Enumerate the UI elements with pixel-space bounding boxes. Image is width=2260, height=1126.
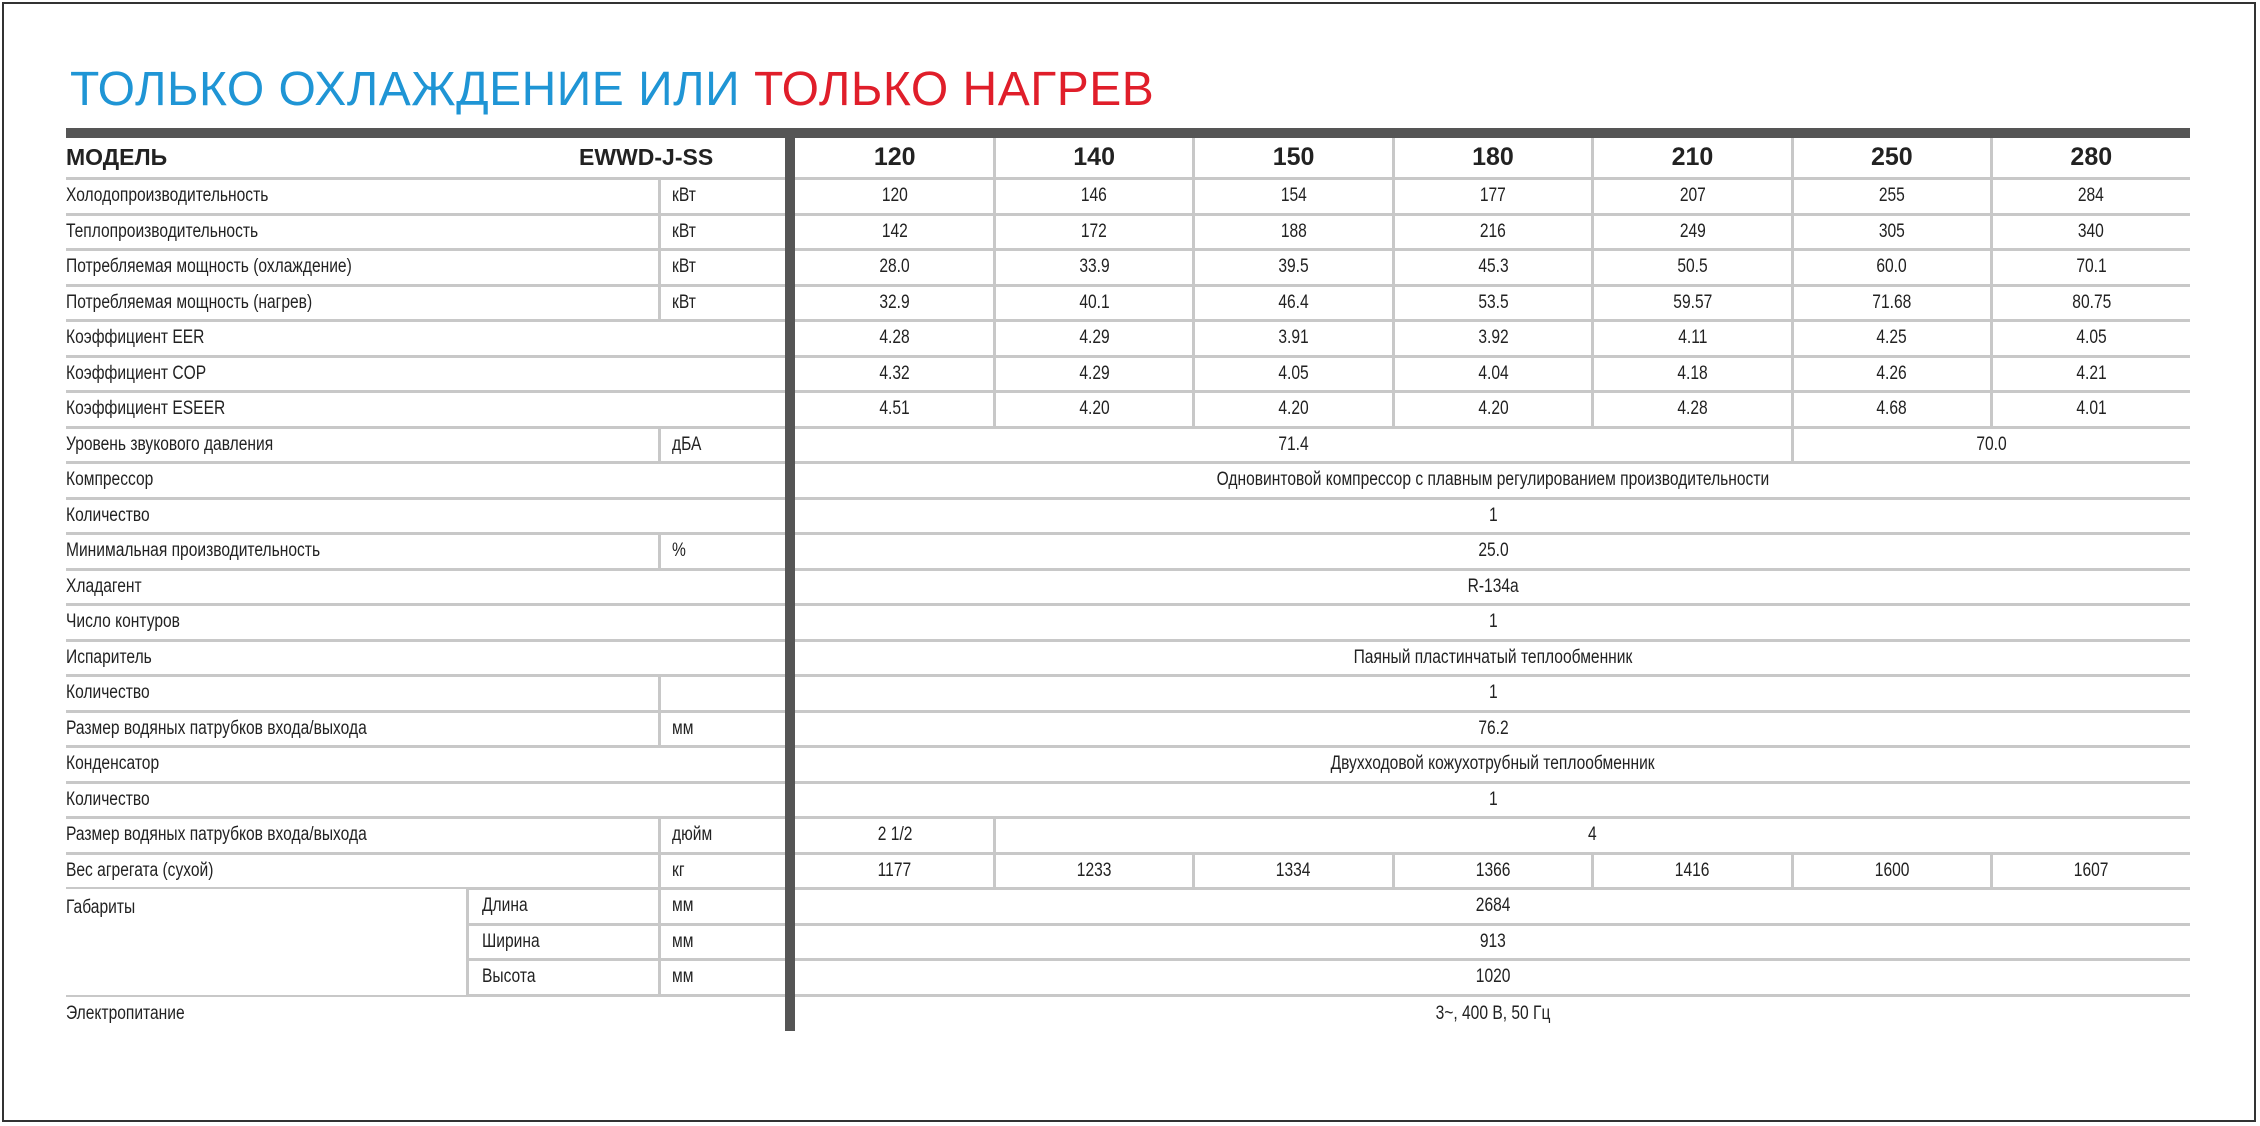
value-cell-text: R-134a — [1467, 575, 1519, 597]
value-cell — [795, 216, 994, 249]
value-cell — [1792, 429, 2191, 462]
value-cell-text: 70.0 — [1976, 433, 2007, 455]
table-row — [66, 748, 2190, 784]
value-cell — [1792, 216, 1991, 249]
value-cell-text: 1416 — [1675, 859, 1710, 881]
value-cell-text: 4.32 — [879, 362, 910, 384]
value-cell-text: 4.26 — [1876, 362, 1908, 384]
table-row — [66, 500, 2190, 536]
value-cell — [795, 926, 2191, 959]
value-cell-text: 284 — [2078, 185, 2105, 207]
table-row — [66, 571, 2190, 607]
value-cell-text: 50.5 — [1677, 256, 1708, 278]
value-cell — [1792, 393, 1991, 426]
value-cell-text: 4.18 — [1677, 362, 1708, 384]
value-cell-text: 4.28 — [879, 327, 910, 349]
value-cell-text: 1600 — [1874, 859, 1910, 881]
unit-separator — [658, 535, 661, 568]
value-cell-text: Двухходовой кожухотрубный теплообменник — [1330, 753, 1656, 775]
value-cell-text: 2 1/2 — [877, 824, 913, 846]
value-cell — [795, 890, 2191, 923]
value-cell-text: 28.0 — [879, 256, 910, 278]
value-cell — [795, 606, 2191, 639]
dimension-sublabel: Ширина — [482, 930, 540, 952]
value-cell-text: 4.21 — [2076, 362, 2107, 384]
value-cell — [795, 251, 994, 284]
value-cell-text: 216 — [1479, 220, 1506, 242]
value-cell-text: 33.9 — [1078, 256, 1110, 278]
row-unit: дБА — [672, 433, 702, 455]
value-cell — [1393, 287, 1592, 320]
value-cell — [994, 322, 1193, 355]
value-cell — [795, 819, 994, 852]
value-cell-text: 4 — [1588, 824, 1598, 846]
value-cell — [795, 784, 2191, 817]
value-cell-text: 4.05 — [2076, 327, 2107, 349]
row-label: Число контуров — [66, 611, 180, 633]
unit-separator — [658, 926, 661, 959]
value-cell — [1593, 322, 1792, 355]
value-cell-text: Паяный пластинчатый теплообменник — [1353, 646, 1633, 668]
row-label: Электропитание — [66, 1003, 185, 1025]
value-cell — [1194, 180, 1393, 213]
unit-separator — [658, 961, 661, 994]
table-header-row — [66, 138, 2190, 180]
table-vertical-divider — [785, 138, 795, 1031]
value-cell-text: 1366 — [1475, 859, 1511, 881]
table-row — [66, 535, 2190, 571]
model-column-header: 150 — [1272, 143, 1315, 171]
value-cell — [1593, 855, 1792, 888]
unit-separator — [658, 713, 661, 746]
value-cell — [1992, 393, 2191, 426]
value-cell-text: 4.20 — [1278, 398, 1309, 420]
value-cell-text: 1 — [1488, 788, 1498, 810]
unit-separator — [658, 287, 661, 320]
table-row — [66, 393, 2190, 429]
model-column-header: 280 — [2070, 143, 2113, 171]
row-label: Размер водяных патрубков входа/выхода — [66, 717, 367, 739]
value-cell-text: 1020 — [1475, 966, 1511, 988]
row-label: Коэффициент EER — [66, 327, 205, 349]
table-row — [66, 606, 2190, 642]
value-cell — [1792, 180, 1991, 213]
value-cell-text: 32.9 — [879, 291, 910, 313]
value-cell — [795, 571, 2191, 604]
value-cell — [1194, 855, 1393, 888]
value-cell-text: 1607 — [2073, 859, 2109, 881]
value-cell — [1593, 358, 1792, 391]
value-cell-text: 4.11 — [1677, 327, 1708, 349]
value-cell-text: 80.75 — [2071, 291, 2111, 313]
row-label: Количество — [66, 504, 150, 526]
unit-separator — [658, 677, 661, 710]
value-cell — [1593, 393, 1792, 426]
value-cell — [795, 180, 994, 213]
value-cell-text: 2684 — [1475, 895, 1511, 917]
power-row — [66, 997, 2190, 1033]
row-label: Количество — [66, 788, 150, 810]
value-cell — [1194, 216, 1393, 249]
table-row — [66, 464, 2190, 500]
unit-separator — [658, 819, 661, 852]
table-row — [66, 358, 2190, 394]
value-cell — [994, 287, 1193, 320]
value-cell-text: 3.91 — [1278, 327, 1309, 349]
row-label: Конденсатор — [66, 753, 160, 775]
value-cell — [795, 642, 2191, 675]
value-cell — [1792, 287, 1991, 320]
title-part-cooling: ТОЛЬКО ОХЛАЖДЕНИЕ ИЛИ — [70, 63, 741, 116]
value-cell — [1194, 322, 1393, 355]
row-label: Коэффициент ESEER — [66, 398, 226, 420]
dimension-sublabel: Длина — [482, 895, 528, 917]
value-cell-text: 249 — [1679, 220, 1706, 242]
value-cell — [795, 358, 994, 391]
value-cell — [1393, 358, 1592, 391]
value-cell-text: 4.05 — [1278, 362, 1309, 384]
value-cell-text: 4.01 — [2076, 398, 2107, 420]
value-cell — [1393, 855, 1592, 888]
value-cell — [795, 287, 994, 320]
row-label: Количество — [66, 682, 150, 704]
value-cell — [1393, 216, 1592, 249]
value-cell-text: 60.0 — [1876, 256, 1908, 278]
title-part-heating: ТОЛЬКО НАГРЕВ — [753, 63, 1155, 116]
table-row — [66, 322, 2190, 358]
value-cell — [1393, 251, 1592, 284]
value-cell-text: 40.1 — [1078, 291, 1110, 313]
row-unit: мм — [672, 895, 694, 917]
dimensions-label-cell — [66, 889, 466, 995]
value-cell-text: 3~, 400 В, 50 Гц — [1435, 1003, 1551, 1025]
row-label: Размер водяных патрубков входа/выхода — [66, 824, 367, 846]
value-cell-text: 39.5 — [1278, 256, 1309, 278]
value-cell — [994, 855, 1193, 888]
value-cell — [795, 677, 2191, 710]
value-cell — [795, 500, 2191, 533]
model-column-header: 180 — [1472, 143, 1514, 171]
value-cell — [1992, 216, 2191, 249]
value-cell-text: 4.28 — [1677, 398, 1708, 420]
value-cell — [1393, 393, 1592, 426]
value-cell — [1992, 855, 2191, 888]
value-cell — [1792, 251, 1991, 284]
row-label: Хладагент — [66, 575, 142, 597]
value-cell-text: 4.29 — [1078, 362, 1110, 384]
value-cell-text: 177 — [1479, 185, 1506, 207]
value-cell-text: 1 — [1488, 611, 1498, 633]
row-label: Потребляемая мощность (нагрев) — [66, 291, 313, 313]
value-cell-text: 4.51 — [879, 398, 910, 420]
value-cell-text: 4.20 — [1078, 398, 1110, 420]
value-cell-text: 4.04 — [1477, 362, 1509, 384]
value-cell — [994, 251, 1193, 284]
value-cell — [795, 393, 994, 426]
value-cell — [1593, 216, 1792, 249]
row-label: Компрессор — [66, 469, 154, 491]
value-cell-text: 59.57 — [1672, 291, 1712, 313]
row-unit: кг — [672, 859, 685, 881]
value-cell — [795, 464, 2191, 497]
dimensions-label: Габариты — [66, 897, 136, 918]
table-row — [66, 855, 2190, 891]
value-cell — [1792, 322, 1991, 355]
table-row — [66, 429, 2190, 465]
value-cell-text: 71.4 — [1278, 433, 1309, 455]
value-cell — [1393, 322, 1592, 355]
value-cell-text: 305 — [1878, 220, 1905, 242]
table-row — [66, 216, 2190, 252]
value-cell — [1593, 180, 1792, 213]
value-cell-text: 4.29 — [1078, 327, 1110, 349]
value-cell — [1593, 251, 1792, 284]
row-unit: кВт — [672, 185, 696, 207]
model-column-header: 250 — [1870, 143, 1913, 171]
value-cell-text: 172 — [1081, 220, 1108, 242]
value-cell — [1992, 322, 2191, 355]
value-cell-text: Одновинтовой компрессор с плавным регулированием производительности — [1216, 469, 1770, 491]
value-cell-text: 1 — [1488, 504, 1498, 526]
value-cell-text: 25.0 — [1477, 540, 1509, 562]
table-row — [66, 713, 2190, 749]
value-cell-text: 71.68 — [1872, 291, 1912, 313]
value-cell-text: 70.1 — [2076, 256, 2107, 278]
value-cell-text: 45.3 — [1477, 256, 1509, 278]
page-title — [70, 62, 1154, 117]
value-cell-text: 255 — [1878, 185, 1905, 207]
value-cell — [1992, 287, 2191, 320]
value-cell — [994, 358, 1193, 391]
unit-separator — [658, 180, 661, 213]
value-cell — [994, 216, 1193, 249]
value-cell-text: 1177 — [877, 859, 912, 881]
value-cell — [795, 429, 1792, 462]
value-cell-text: 1334 — [1276, 859, 1311, 881]
value-cell — [795, 997, 2191, 1033]
value-cell — [1194, 251, 1393, 284]
row-label: Вес агрегата (сухой) — [66, 859, 214, 881]
value-cell-text: 53.5 — [1477, 291, 1509, 313]
table-row — [66, 677, 2190, 713]
model-code: EWWD-J-SS — [579, 144, 714, 170]
value-cell-text: 154 — [1280, 185, 1307, 207]
row-unit: мм — [672, 966, 694, 988]
value-cell-text: 4.25 — [1876, 327, 1908, 349]
value-cell — [1992, 180, 2191, 213]
value-cell — [795, 535, 2191, 568]
value-cell-text: 1233 — [1076, 859, 1112, 881]
value-cell — [1194, 287, 1393, 320]
value-cell — [994, 180, 1193, 213]
value-cell-text: 142 — [881, 220, 908, 242]
unit-separator — [658, 855, 661, 888]
value-cell-text: 340 — [2078, 220, 2105, 242]
value-cell — [795, 322, 994, 355]
dimensions-separator — [466, 889, 469, 995]
table-row — [66, 251, 2190, 287]
unit-separator — [658, 890, 661, 923]
value-cell — [795, 748, 2191, 781]
model-column-header: 210 — [1671, 143, 1714, 171]
value-cell-text: 120 — [881, 185, 908, 207]
value-cell — [1792, 358, 1991, 391]
value-cell-text: 76.2 — [1477, 717, 1509, 739]
value-cell-text: 4.20 — [1477, 398, 1509, 420]
value-cell-text: 188 — [1280, 220, 1307, 242]
row-label: Холодопроизводительность — [66, 185, 269, 207]
row-unit: мм — [672, 717, 694, 739]
model-column-header: 120 — [873, 143, 916, 171]
value-cell — [795, 961, 2191, 994]
table-row — [66, 180, 2190, 216]
value-cell-text: 46.4 — [1278, 291, 1309, 313]
row-label: Испаритель — [66, 646, 152, 668]
row-unit: кВт — [672, 291, 696, 313]
unit-separator — [658, 216, 661, 249]
table-row — [66, 287, 2190, 323]
table-row — [66, 642, 2190, 678]
value-cell — [1992, 251, 2191, 284]
value-cell-text: 913 — [1479, 930, 1506, 952]
unit-separator — [658, 429, 661, 462]
value-cell — [795, 855, 994, 888]
model-column-header: 140 — [1073, 143, 1115, 171]
table-top-bar — [66, 128, 2190, 138]
row-unit: мм — [672, 930, 694, 952]
row-label: Уровень звукового давления — [66, 433, 274, 455]
value-cell — [1393, 180, 1592, 213]
value-cell-text: 146 — [1081, 185, 1108, 207]
table-row — [66, 784, 2190, 820]
row-label: Минимальная производительность — [66, 540, 321, 562]
value-cell-text: 1 — [1488, 682, 1498, 704]
value-cell-text: 4.68 — [1876, 398, 1908, 420]
value-cell — [1792, 855, 1991, 888]
value-cell — [1593, 287, 1792, 320]
row-label: Коэффициент COP — [66, 362, 207, 384]
row-label: Теплопроизводительность — [66, 220, 259, 242]
row-unit: кВт — [672, 220, 696, 242]
value-cell — [795, 713, 2191, 746]
unit-separator — [658, 251, 661, 284]
row-unit: дюйм — [672, 824, 713, 846]
table-row — [66, 819, 2190, 855]
value-cell — [1194, 393, 1393, 426]
value-cell-text: 207 — [1679, 185, 1706, 207]
row-unit: % — [672, 540, 686, 562]
value-cell — [994, 819, 2191, 852]
value-cell — [994, 393, 1193, 426]
value-cell — [1992, 358, 2191, 391]
value-cell-text: 3.92 — [1477, 327, 1509, 349]
value-cell — [1194, 358, 1393, 391]
row-unit: кВт — [672, 256, 696, 278]
model-label: МОДЕЛЬ — [66, 144, 168, 170]
dimension-sublabel: Высота — [482, 966, 536, 988]
row-label: Потребляемая мощность (охлаждение) — [66, 256, 352, 278]
